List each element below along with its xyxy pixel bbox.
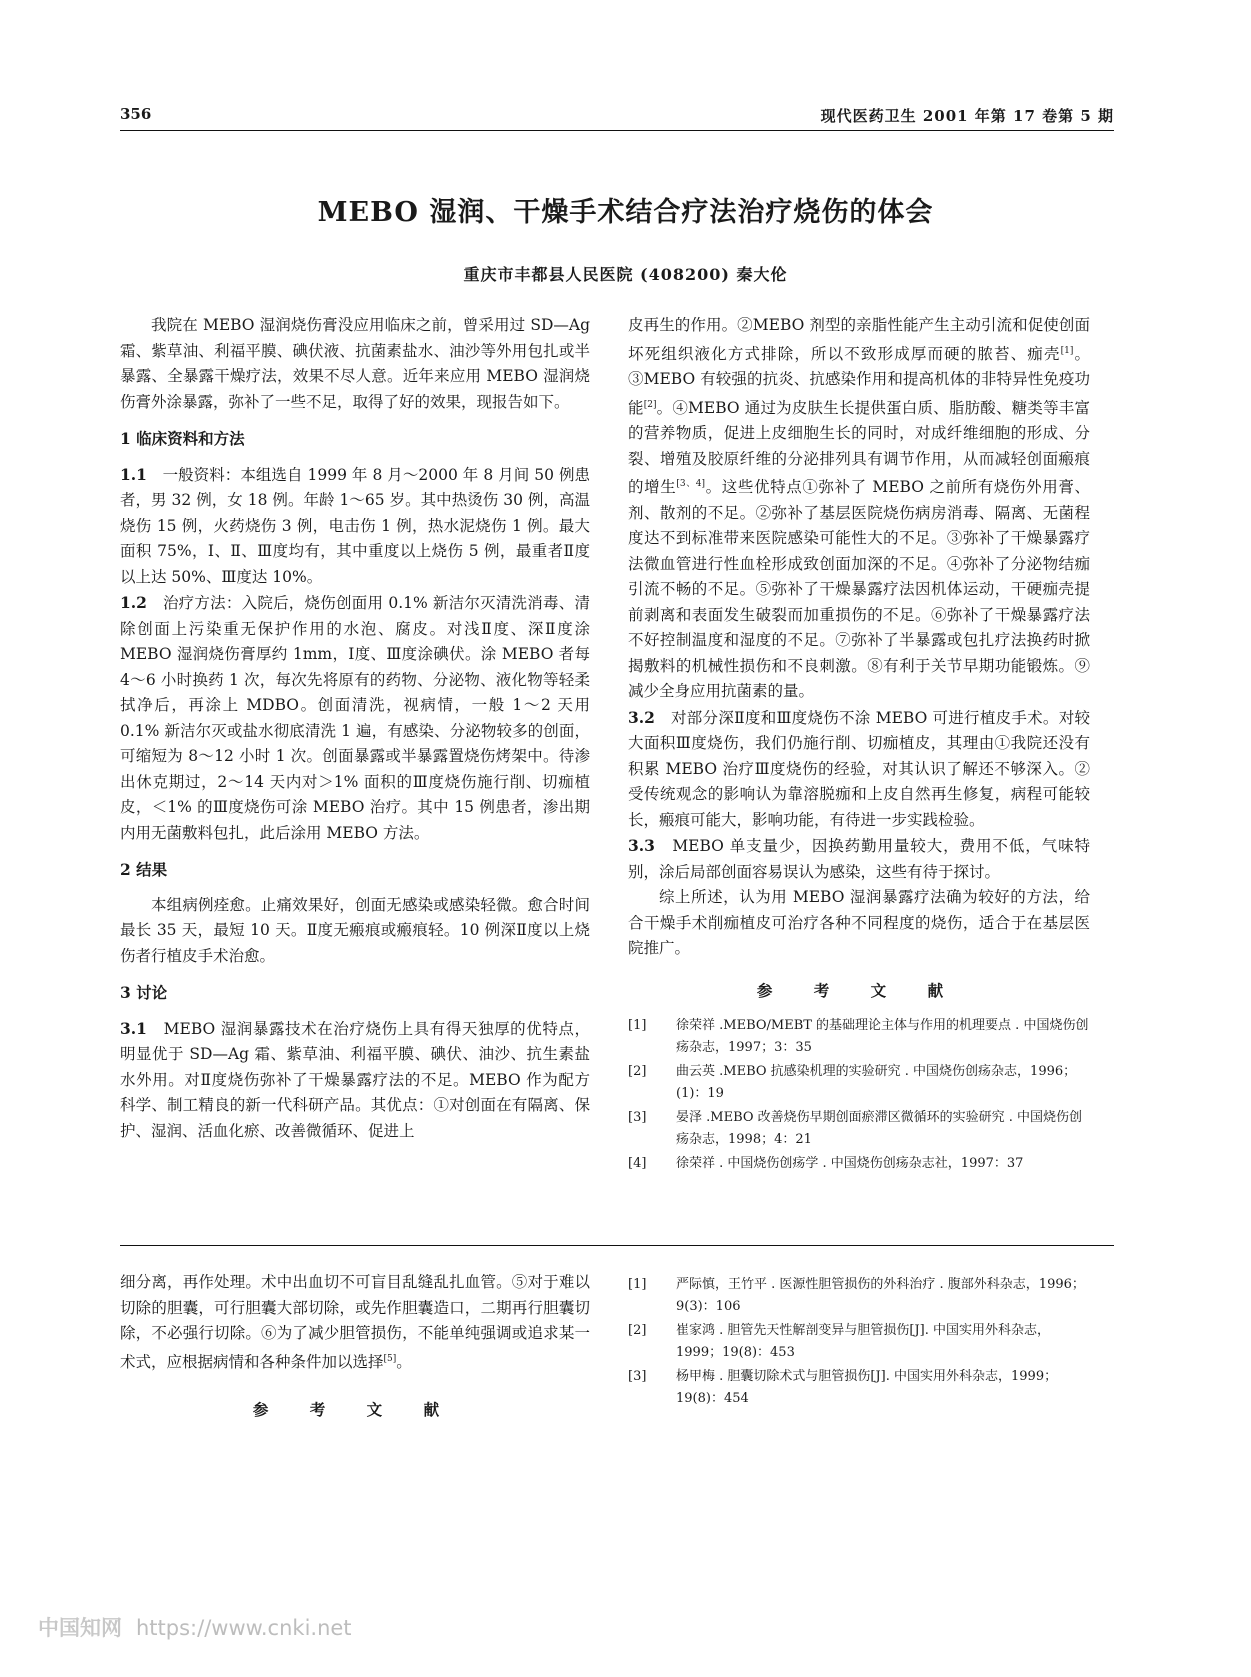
reference-text: 严际慎，王竹平 . 医源性胆管损伤的外科治疗 . 腹部外科杂志，1996；9(3)：106 — [676, 1277, 1085, 1314]
paragraph-text: 。这些优特点①弥补了 MEBO 之前所有烧伤外用膏、剂、散剂的不足。②弥补了基层医院烧伤病房消毒、隔离、无菌程度达不到标准带来医院感染可能性大的不足。③弥补了干燥暴露疗法微血管进行性血栓形成致创面加深的不足。④弥补了分泌物结痂引流不畅的不足。⑤弥补了干燥暴露疗法因机体运动，干硬痂壳提前剥离和表面发生破裂而加重损伤的不足。⑥弥补了干燥暴露疗法不好控制温度和湿度的不足。⑦弥补了半暴露或包扎疗法换药时掀揭敷料的机械性损伤和不良刺激。⑧有利于关节早期功能锻炼。⑨减少全身应用抗菌素的量。 — [628, 478, 1090, 701]
reference-text: 曲云英 .MEBO 抗感染机理的实验研究 . 中国烧伤创疡杂志，1996；(1)：19 — [676, 1064, 1077, 1102]
subsection-label: 1.2 — [120, 593, 147, 612]
paragraph-text: 细分离，再作处理。术中出血切不可盲目乱缝乱扎血管。⑤对于难以切除的胆囊，可行胆囊大部切除，或先作胆囊造口，二期再行胆囊切除，不必强行切除。⑥为了减少胆管损伤，不能单纯强调或追求某一术式，应根据病情和各种条件加以选择 — [120, 1273, 590, 1371]
paragraph-text: MEBO 单支量少，因换药勤用量较大，费用不低，气味特别，涂后局部创面容易误认为感染，这些有待于探讨。 — [628, 837, 1090, 881]
right-column — [628, 313, 1090, 1177]
reference-text: 崔家鸿 . 胆管先天性解剖变异与胆管损伤[J]. 中国实用外科杂志，1999；19(8)：453 — [676, 1323, 1051, 1360]
bottom-reference-list — [628, 1274, 1090, 1412]
discussion-continued-paragraph — [628, 313, 1090, 705]
reference-number: [2] — [628, 1323, 647, 1338]
paragraph-text: 治疗方法：入院后，烧伤创面用 0.1% 新洁尔灭清洗消毒、清除创面上污染重无保护作用的水泡、腐皮。对浅Ⅱ度、深Ⅱ度涂 MEBO 湿润烧伤膏厚约 1mm，Ⅰ度、Ⅲ度涂碘伏。涂 MEBO 者每 4～6 小时换药 1 次，每次先将原有的药物、分泌物、液化物等轻柔拭净后，再涂上 MDBO。创面清洗，视病情，一般 1～2 天用 0.1% 新洁尔灭或盐水彻底清洗 1 遍，有感染、分泌物较多的创面，可缩短为 8～12 小时 1 次。创面暴露或半暴露置烧伤烤架中。待渗出休克期过，2～14 天内对＞1% 面积的Ⅲ度烧伤施行削、切痂植皮，＜1% 的Ⅲ度烧伤可涂 MEBO 治疗。其中 15 例患者，渗出期内用无菌敷料包扎，此后涂用 MEBO 方法。 — [120, 594, 590, 842]
reference-item — [628, 1061, 1090, 1105]
article-affiliation: 重庆市丰都县人民医院 (408200) 秦大伦 — [463, 265, 788, 284]
intro-paragraph: 我院在 MEBO 湿润烧伤膏没应用临床之前，曾采用过 SD—Ag 霜、紫草油、利福平膜、碘伏液、抗菌素盐水、油沙等外用包扎或半暴露、全暴露干燥疗法，效果不尽人意。近年来应用 MEBO 湿润烧伤膏外涂暴露，弥补了一些不足，取得了好的效果，现报告如下。 — [120, 316, 590, 411]
previous-article-paragraph — [120, 1270, 590, 1375]
subsection-label: 1.1 — [120, 464, 147, 484]
paragraph-text: MEBO 湿润暴露技术在治疗烧伤上具有得天独厚的优特点，明显优于 SD—Ag 霜、紫草油、利福平膜、碘伏、油沙、抗生素盐水外用。对Ⅱ度烧伤弥补了干燥暴露疗法的不足。MEBO 作为配方科学、制工精良的新一代科研产品。其优点：①对创面在有隔离、保护、湿润、活血化瘀、改善微循环、促进上 — [120, 1019, 590, 1140]
subsection-paragraph — [120, 462, 590, 591]
reference-text: 徐荣祥 . 中国烧伤创疡学 . 中国烧伤创疡杂志社，1997：37 — [676, 1156, 1024, 1172]
reference-number: [1] — [628, 1277, 647, 1292]
watermark-url[interactable]: https://www.cnki.net — [136, 1616, 352, 1640]
citation: [2] — [643, 399, 657, 410]
reference-number: [2] — [628, 1064, 647, 1080]
subsection-paragraph — [120, 1016, 590, 1145]
references-heading: 参 考 文 献 — [756, 980, 962, 1000]
paragraph-text: 皮再生的作用。②MEBO 剂型的亲脂性能产生主动引流和促使创面坏死组织液化方式排除，所以不致形成厚而硬的脓苔、痂壳 — [628, 316, 1090, 363]
section-heading: 2 结果 — [120, 860, 168, 879]
bottom-left-column — [120, 1270, 590, 1435]
header-rule — [120, 130, 1114, 131]
reference-text: 徐荣祥 .MEBO/MEBT 的基础理论主体与作用的机理要点 . 中国烧伤创疡杂志，1997；3：35 — [676, 1018, 1089, 1056]
reference-number: [1] — [628, 1018, 647, 1034]
reference-item — [628, 1366, 1090, 1410]
references-heading: 参 考 文 献 — [252, 1400, 458, 1420]
journal-header: 现代医药卫生 2001 年第 17 卷第 5 期 — [820, 107, 1114, 125]
page-number: 356 — [120, 105, 152, 123]
reference-item — [628, 1107, 1090, 1151]
paragraph-text: 。 — [396, 1352, 412, 1371]
paragraph-text: 。④MEBO 通过为皮肤生长提供蛋白质、脂肪酸、糖类等丰富的营养物质，促进上皮细胞生长的同时，对成纤维细胞的形成、分裂、增殖及胶原纤维的分泌排列具有调节作用，从而减轻创面瘢痕的增生 — [628, 398, 1090, 497]
reference-item — [628, 1153, 1090, 1175]
subsection-label: 3.1 — [120, 1018, 147, 1038]
reference-item — [628, 1320, 1090, 1364]
subsection-label: 3.3 — [628, 836, 655, 856]
paragraph-text: 对部分深Ⅱ度和Ⅲ度烧伤不涂 MEBO 可进行植皮手术。对较大面积Ⅲ度烧伤，我们仍施行削、切痂植皮，其理由①我院还没有积累 MEBO 治疗Ⅲ度烧伤的经验，对其认识了解还不够深入。②受传统观念的影响认为靠溶脱痂和上皮自然再生修复，病程可能较长，瘢痕可能大，影响功能，有待进一步实践检验。 — [628, 708, 1090, 829]
article-title: MEBO 湿润、干燥手术结合疗法治疗烧伤的体会 — [317, 197, 934, 228]
watermark-site-name: 中国知网 — [38, 1616, 122, 1640]
subsection-paragraph — [628, 705, 1090, 834]
reference-list — [628, 1015, 1090, 1175]
reference-number: [3] — [628, 1110, 647, 1126]
subsection-label: 3.2 — [628, 707, 655, 727]
reference-number: [4] — [628, 1156, 647, 1172]
article-divider — [120, 1245, 1114, 1246]
results-paragraph: 本组病例痊愈。止痛效果好，创面无感染或感染轻微。愈合时间最长 35 天，最短 10 天。Ⅱ度无瘢痕或瘢痕轻。10 例深Ⅱ度以上烧伤者行植皮手术治愈。 — [120, 895, 590, 965]
cnki-watermark — [38, 1612, 352, 1642]
reference-item — [628, 1015, 1090, 1059]
section-heading: 3 讨论 — [120, 983, 168, 1002]
reference-text: 晏泽 .MEBO 改善烧伤早期创面瘀滞区微循环的实验研究 . 中国烧伤创疡杂志，1998；4：21 — [676, 1110, 1083, 1148]
citation: [3、4] — [676, 479, 706, 490]
section-heading: 1 临床资料和方法 — [120, 429, 245, 448]
reference-item — [628, 1274, 1090, 1318]
subsection-paragraph — [628, 833, 1090, 885]
paragraph-text: 一般资料：本组选自 1999 年 8 月～2000 年 8 月间 50 例患者，男 32 例，女 18 例。年龄 1～65 岁。其中热烫伤 30 例，高温烧伤 15 例，火药烧伤 3 例，电击伤 1 例，热水泥烧伤 1 例。最大面积 75%，Ⅰ、Ⅱ、Ⅲ度均有，其中重度以上烧伤 5 例，最重者Ⅱ度以上达 50%、Ⅲ度达 10%。 — [120, 465, 590, 586]
subsection-paragraph — [120, 590, 590, 846]
reference-text: 杨甲梅 . 胆囊切除术式与胆管损伤[J]. 中国实用外科杂志，1999；19(8)：454 — [676, 1369, 1058, 1406]
left-column — [120, 313, 590, 1144]
citation: [5] — [383, 1353, 397, 1364]
conclusion-paragraph: 综上所述，认为用 MEBO 湿润暴露疗法确为较好的方法，给合干燥手术削痂植皮可治疗各种不同程度的烧伤，适合于在基层医院推广。 — [628, 888, 1090, 958]
paragraph-text: 。③MEBO 有较强的抗炎、抗感染作用和提高机体的非特异性免疫功能 — [628, 344, 1090, 417]
reference-number: [3] — [628, 1369, 647, 1384]
citation: [1] — [1060, 345, 1074, 356]
